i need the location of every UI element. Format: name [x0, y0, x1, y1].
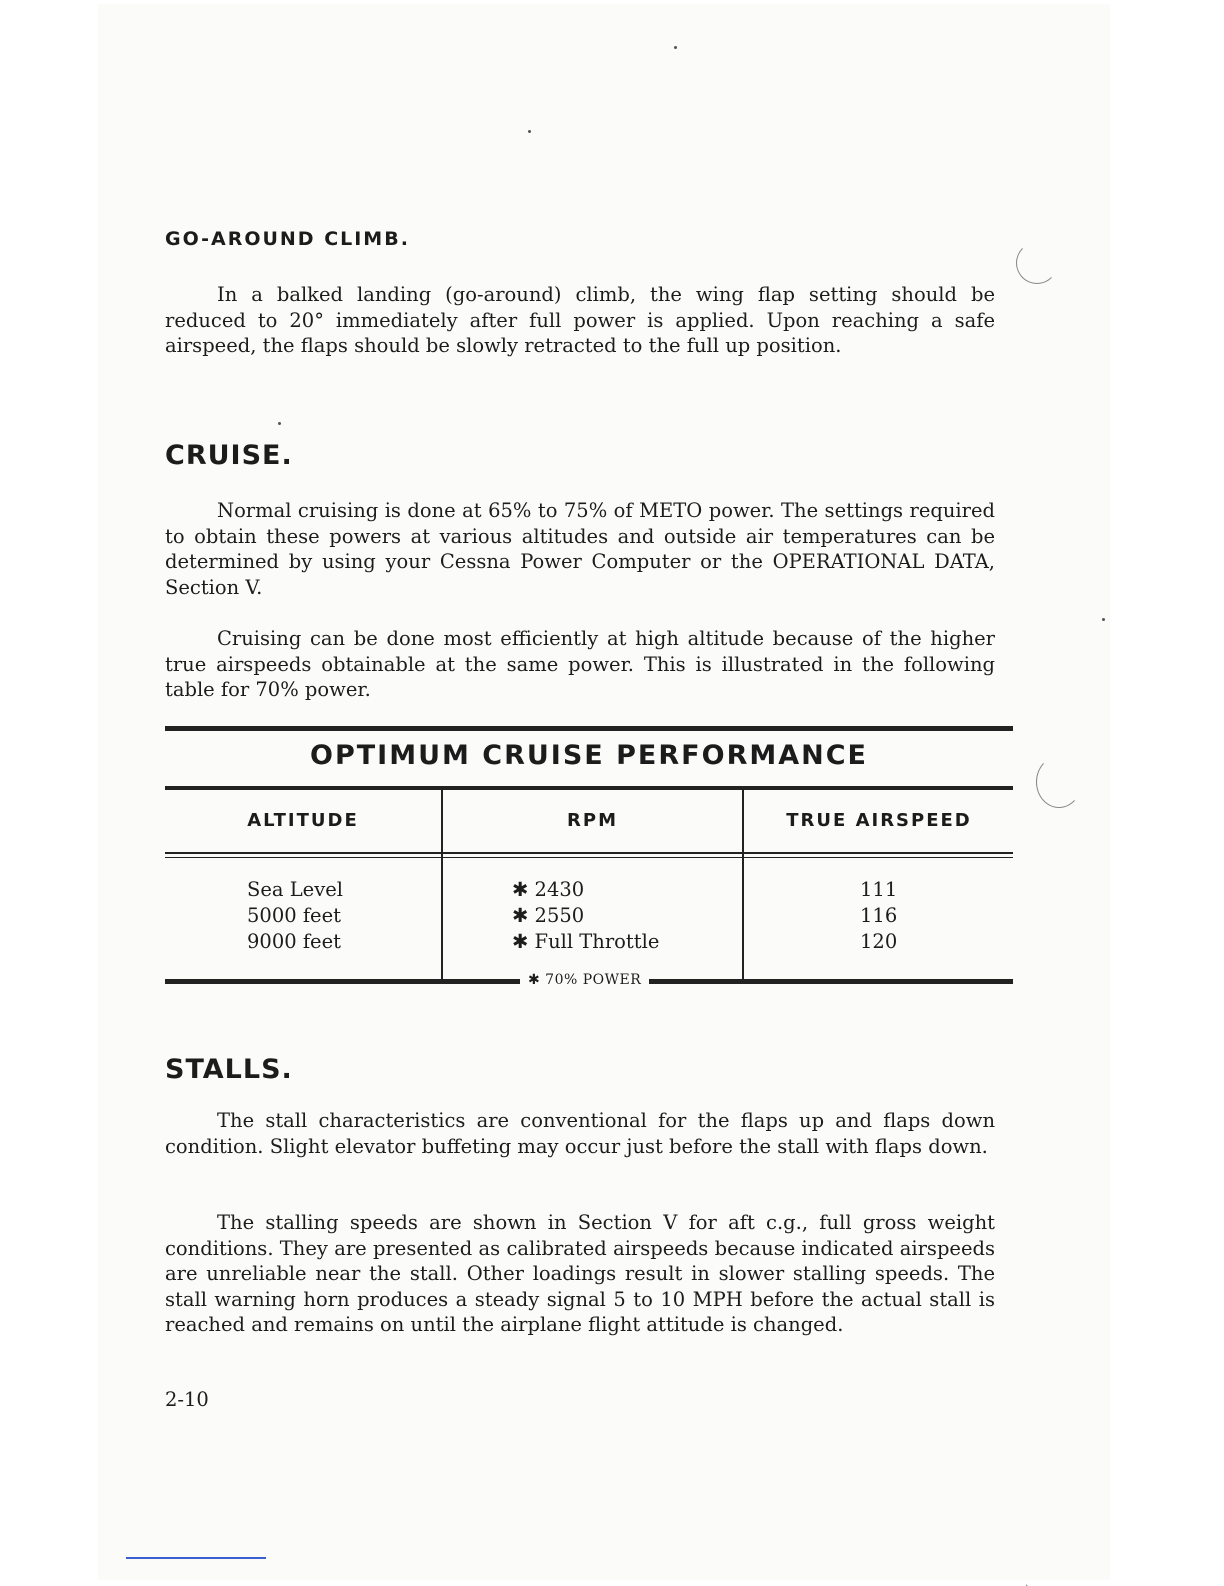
go-around-paragraph: In a balked landing (go-around) climb, the wing flap setting should be reduced to 20° immediately after full power is applied. Upon reaching a safe airspeed, the flaps should be slowly retracted to the full up position. [165, 283, 995, 357]
airspeed-cell: 116 [860, 904, 898, 927]
table-row [247, 877, 343, 955]
page-number: 2-10 [165, 1388, 209, 1411]
altitude-cell: Sea Level [247, 878, 344, 901]
cruise-paragraph-2: Cruising can be done most efficiently at high altitude because of the higher true airspeeds obtainable at the same power. This is illustrated in the following table for 70% power. [165, 627, 995, 701]
stalls-heading: STALLS. [165, 1054, 293, 1085]
scan-speck [528, 130, 531, 133]
table-footnote: ✱ 70% POWER [520, 972, 649, 988]
rpm-cell: ✱ Full Throttle [512, 930, 660, 953]
stalls-paragraph-1: The stall characteristics are conventional for the flaps up and flaps down condition. Slight elevator buffeting may occur just before the stall with flaps down. [165, 1109, 995, 1158]
table-row [860, 877, 897, 955]
cruise-paragraph-1: Normal cruising is done at 65% to 75% of METO power. The settings required to obtain these powers at various altitudes and outside air temperatures can be determined by using your Cessna Power Computer or the OPERATIONAL DATA, Section V. [165, 499, 995, 599]
blue-underline-mark [126, 1557, 266, 1559]
scan-speck [1102, 618, 1105, 621]
column-header-true-airspeed: TRUE AIRSPEED [786, 810, 972, 831]
stalls-paragraph-2: The stalling speeds are shown in Section V for aft c.g., full gross weight conditions. They are presented as calibrated airspeeds because indicated airspeeds are unreliable near the stall. Other loadings result in slower stalling speeds. The stall warning horn produces a steady signal 5 to 10 MPH before the actual stall is reached and remains on until the airplane flight attitude is changed. [165, 1211, 995, 1336]
go-around-heading: GO-AROUND CLIMB. [165, 228, 410, 250]
cruise-heading: CRUISE. [165, 440, 293, 471]
scan-speck [278, 422, 281, 425]
altitude-cell: 5000 feet [247, 904, 341, 927]
airspeed-cell: 111 [860, 878, 898, 901]
airspeed-cell: 120 [860, 930, 898, 953]
scan-speck [674, 46, 677, 49]
rpm-cell: ✱ 2550 [512, 904, 585, 927]
altitude-cell: 9000 feet [247, 930, 341, 953]
column-header-altitude: ALTITUDE [247, 810, 359, 831]
rpm-cell: ✱ 2430 [512, 878, 585, 901]
table-header-top-rule [165, 786, 1013, 790]
table-row [512, 877, 659, 955]
table-top-rule [165, 726, 1013, 731]
binder-hole-mark [1016, 242, 1058, 284]
binder-hole-mark [1036, 756, 1082, 808]
table-header-bottom-rule [165, 852, 1013, 854]
column-header-rpm: RPM [567, 810, 618, 831]
table-header-bottom-rule [165, 857, 1013, 858]
table-title: OPTIMUM CRUISE PERFORMANCE [310, 740, 868, 771]
